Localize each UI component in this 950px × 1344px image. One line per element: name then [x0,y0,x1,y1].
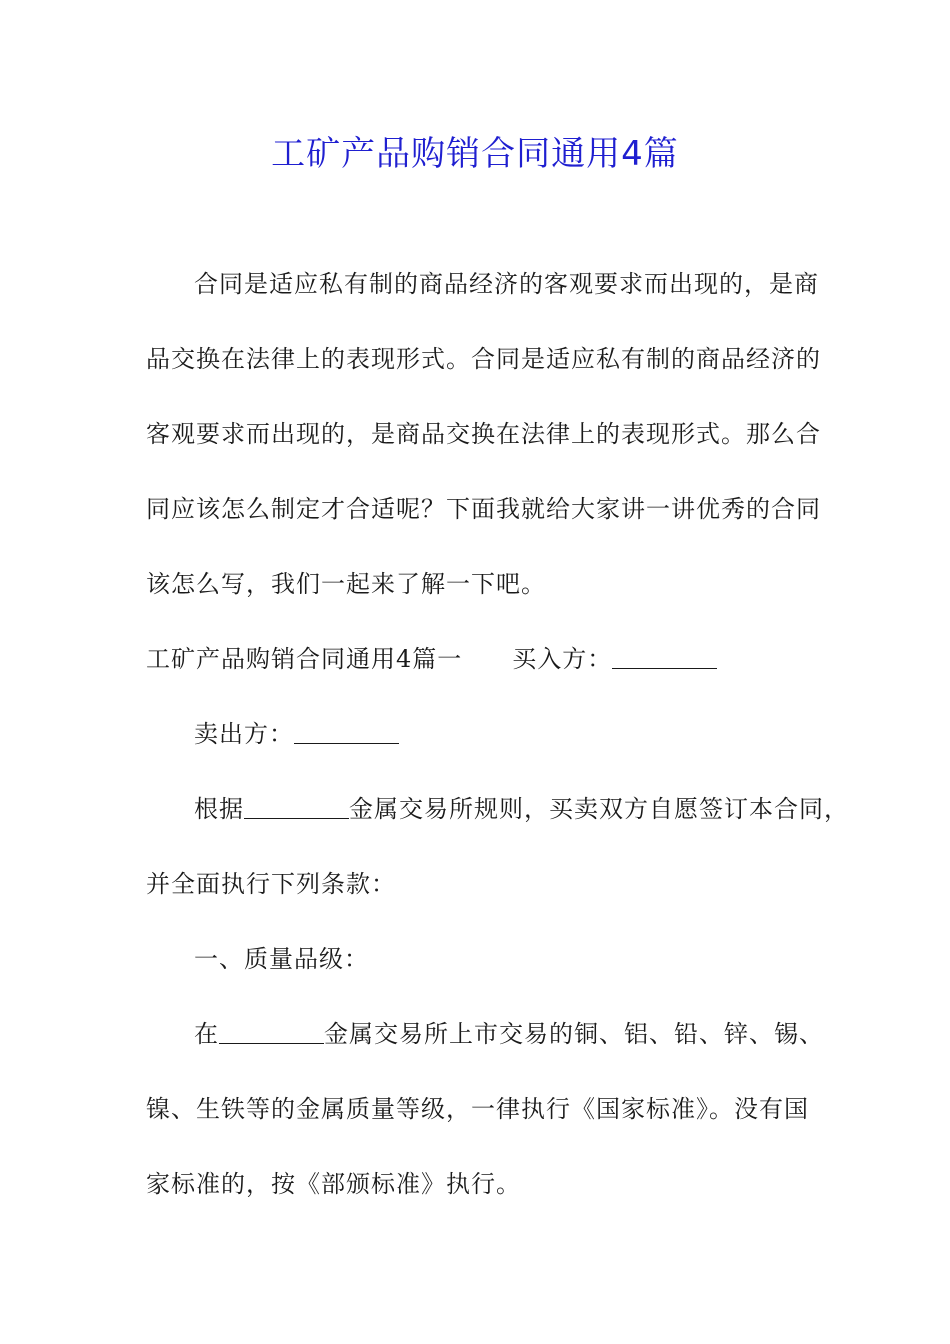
intro-line-1: 合同是适应私有制的商品经济的客观要求而出现的，是商 [194,270,819,298]
clause1-row [194,1016,824,1052]
clause1-line-2: 镍、生铁等的金属质量等级，一律执行《国家标准》。没有国 [146,1095,809,1123]
basis-line-2: 并全面执行下列条款： [146,870,396,898]
intro-line-5: 该怎么写，我们一起来了解一下吧。 [146,570,546,598]
seller-blank [294,721,399,744]
document-title: 工矿产品购销合同通用4篇 [271,134,679,174]
basis-prefix: 根据 [194,795,244,823]
basis-row [194,791,849,827]
seller-row [194,716,399,752]
seller-label: 卖出方： [194,720,294,748]
intro-line-2: 品交换在法律上的表现形式。合同是适应私有制的商品经济的 [146,345,821,373]
buyer-blank [612,646,717,669]
clause1-prefix: 在 [194,1020,219,1048]
clause1-heading: 一、质量品级： [194,945,369,973]
clause1-suffix: 金属交易所上市交易的铜、铝、铅、锌、锡、 [324,1020,824,1048]
section-heading-row [146,641,717,677]
exchange-blank [244,796,349,819]
intro-line-3: 客观要求而出现的，是商品交换在法律上的表现形式。那么合 [146,420,821,448]
clause1-line-3: 家标准的，按《部颁标准》执行。 [146,1170,521,1198]
section-heading: 工矿产品购销合同通用4篇一 [146,645,463,673]
basis-suffix: 金属交易所规则，买卖双方自愿签订本合同， [349,795,849,823]
buyer-label: 买入方： [512,645,613,673]
clause1-blank [219,1021,324,1044]
intro-line-4: 同应该怎么制定才合适呢？下面我就给大家讲一讲优秀的合同 [146,495,821,523]
